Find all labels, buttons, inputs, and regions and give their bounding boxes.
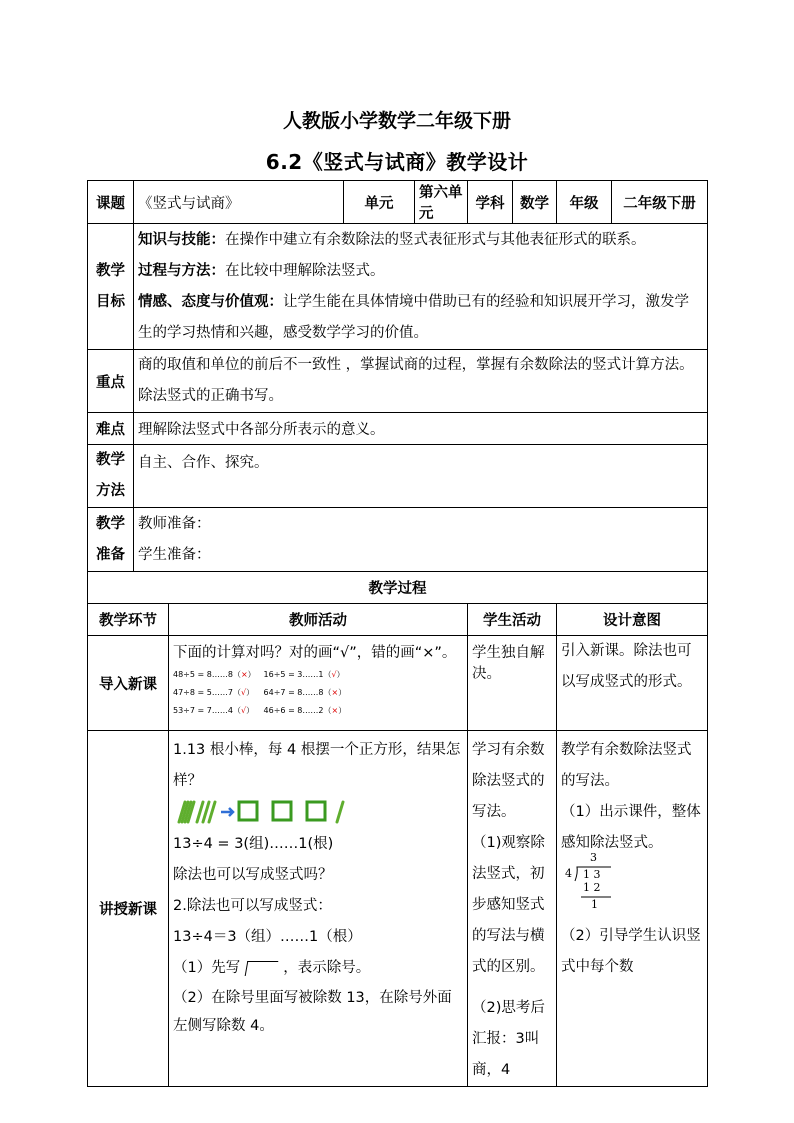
intro-stage: 导入新课 xyxy=(88,636,169,731)
long-division-figure xyxy=(561,851,703,921)
ld-dividend: 1 3 xyxy=(583,868,601,881)
teacher-prep: 教师准备： xyxy=(138,515,211,532)
unit-label: 单元 xyxy=(344,181,415,224)
teach-step-write-symbol xyxy=(173,953,463,984)
sticks-illustration xyxy=(173,797,463,829)
difficulties-row xyxy=(88,413,708,445)
teach-step-write-numbers: （2）在除号里面写被除数 13，在除号外面左侧写除数 4。 xyxy=(173,990,452,1034)
ld-remainder: 1 xyxy=(591,898,599,911)
keypoints-text: 商的取值和单位的前后不一致性 ，掌握试商的过程，掌握有余数除法的竖式计算方法。除法竖式的正确书写。 xyxy=(134,350,708,413)
exercise-item: 46÷6 = 8……2（×） xyxy=(263,706,347,715)
process-text: 在比较中理解除法竖式。 xyxy=(225,262,385,279)
preparation-label xyxy=(88,508,134,572)
exercise-item: 48÷5 = 8……8（×） xyxy=(173,670,256,679)
preparation-row xyxy=(88,508,708,572)
teach-intent xyxy=(557,731,708,1087)
keypoints-label: 重点 xyxy=(88,350,134,413)
objectives-content xyxy=(134,224,708,350)
exercise-item: 64÷7 = 8……8（×） xyxy=(263,688,347,697)
ld-quotient: 3 xyxy=(590,851,598,864)
student-step1: 学习有余数除法竖式的写法。 xyxy=(472,742,545,820)
exercise-item: 47÷8 = 5……7（√） xyxy=(173,688,255,697)
teach-equation2: 13÷4＝3（组）……1（根） xyxy=(173,929,362,945)
intro-question: 下面的计算对吗？对的画“√”，错的画“×”。 xyxy=(173,645,457,661)
methods-row xyxy=(88,445,708,508)
methods-label-line1: 教学 xyxy=(96,452,125,468)
student-prep: 学生准备： xyxy=(138,546,211,563)
intro-student: 学生独自解决。 xyxy=(468,636,557,731)
exercise-item: 16÷5 = 3……1（√） xyxy=(263,670,345,679)
grade-label: 年级 xyxy=(557,181,612,224)
subject-value: 数学 xyxy=(513,181,557,224)
emotion-text: 让学生能在具体情境中借助已有的经验和知识展开学习，激发学生的学习热情和兴趣，感受数学学习的价值。 xyxy=(138,293,689,341)
difficulties-text: 理解除法竖式中各部分所表示的意义。 xyxy=(134,413,708,445)
ld-divisor: 4 xyxy=(565,867,573,880)
intro-intent: 引入新课。除法也可以写成竖式的形式。 xyxy=(557,636,708,731)
objectives-row xyxy=(88,224,708,350)
lesson-label: 课题 xyxy=(88,181,134,224)
document-title: 人教版小学数学二年级下册 xyxy=(282,110,511,132)
keypoints-row xyxy=(88,350,708,413)
intent-step3: （2）引导学生认识竖式中每个数 xyxy=(561,928,701,975)
process-title: 教学过程 xyxy=(88,572,708,604)
document-subtitle: 6.2《竖式与试商》教学设计 xyxy=(265,150,529,174)
teach-equation: 13÷4 = 3(组)……1(根) xyxy=(173,836,334,852)
preparation-content xyxy=(134,508,708,572)
intent-step2: （1）出示课件，整体感知除法竖式。 xyxy=(561,804,701,851)
ld-product: 1 2 xyxy=(583,881,601,894)
student-step2: （1)观察除法竖式，初步感知竖式的写法与横式的区别。 xyxy=(472,835,545,975)
student-step3: （2)思考后汇报：3叫商，4 xyxy=(472,1000,545,1078)
division-bracket-icon xyxy=(245,961,279,976)
methods-text: 自主、合作、探究。 xyxy=(134,445,708,508)
objectives-label xyxy=(88,224,134,350)
emotion-title: 情感、态度与价值观： xyxy=(138,293,283,310)
col-student: 学生活动 xyxy=(468,604,557,636)
preparation-label-line1: 教学 xyxy=(96,515,125,532)
col-intent: 设计意图 xyxy=(557,604,708,636)
intro-teacher xyxy=(169,636,468,731)
lesson-plan-table xyxy=(87,180,708,1087)
teach-stage: 讲授新课 xyxy=(88,731,169,1087)
grade-value: 二年级下册 xyxy=(612,181,708,224)
subject-label: 学科 xyxy=(468,181,513,224)
step1-text-end: ，表示除号。 xyxy=(283,960,371,976)
intent-step1: 教学有余数除法竖式的写法。 xyxy=(561,742,692,789)
teach-step2: 2.除法也可以写成竖式： xyxy=(173,898,332,914)
teach-question: 1.13 根小棒，每 4 根摆一个正方形，结果怎样？ xyxy=(173,742,461,789)
methods-label-line2: 方法 xyxy=(96,483,125,499)
methods-label xyxy=(88,445,134,508)
lesson-value: 《竖式与试商》 xyxy=(134,181,344,224)
exercise-item: 53÷7 = 7……4（√） xyxy=(173,706,255,715)
teach-question2: 除法也可以写成竖式吗？ xyxy=(173,867,333,883)
preparation-label-line2: 准备 xyxy=(96,546,125,563)
unit-value: 第六单元 xyxy=(415,181,468,224)
exercise-list xyxy=(173,666,463,720)
col-teacher: 教师活动 xyxy=(169,604,468,636)
process-title-row xyxy=(88,572,708,604)
knowledge-text: 在操作中建立有余数除法的竖式表征形式与其他表征形式的联系。 xyxy=(225,231,646,248)
teach-row xyxy=(88,731,708,1087)
difficulties-label: 难点 xyxy=(88,413,134,445)
col-stage: 教学环节 xyxy=(88,604,169,636)
process-title: 过程与方法： xyxy=(138,262,225,279)
objectives-label-line1: 教学 xyxy=(96,262,125,279)
objectives-label-line2: 目标 xyxy=(96,293,125,310)
knowledge-title: 知识与技能： xyxy=(138,231,225,248)
header-row xyxy=(88,181,708,224)
teach-student xyxy=(468,731,557,1087)
process-header-row xyxy=(88,604,708,636)
sticks-to-squares-image xyxy=(173,798,363,826)
step1-text: （1）先写 xyxy=(173,960,241,976)
intro-row xyxy=(88,636,708,731)
teach-teacher xyxy=(169,731,468,1087)
